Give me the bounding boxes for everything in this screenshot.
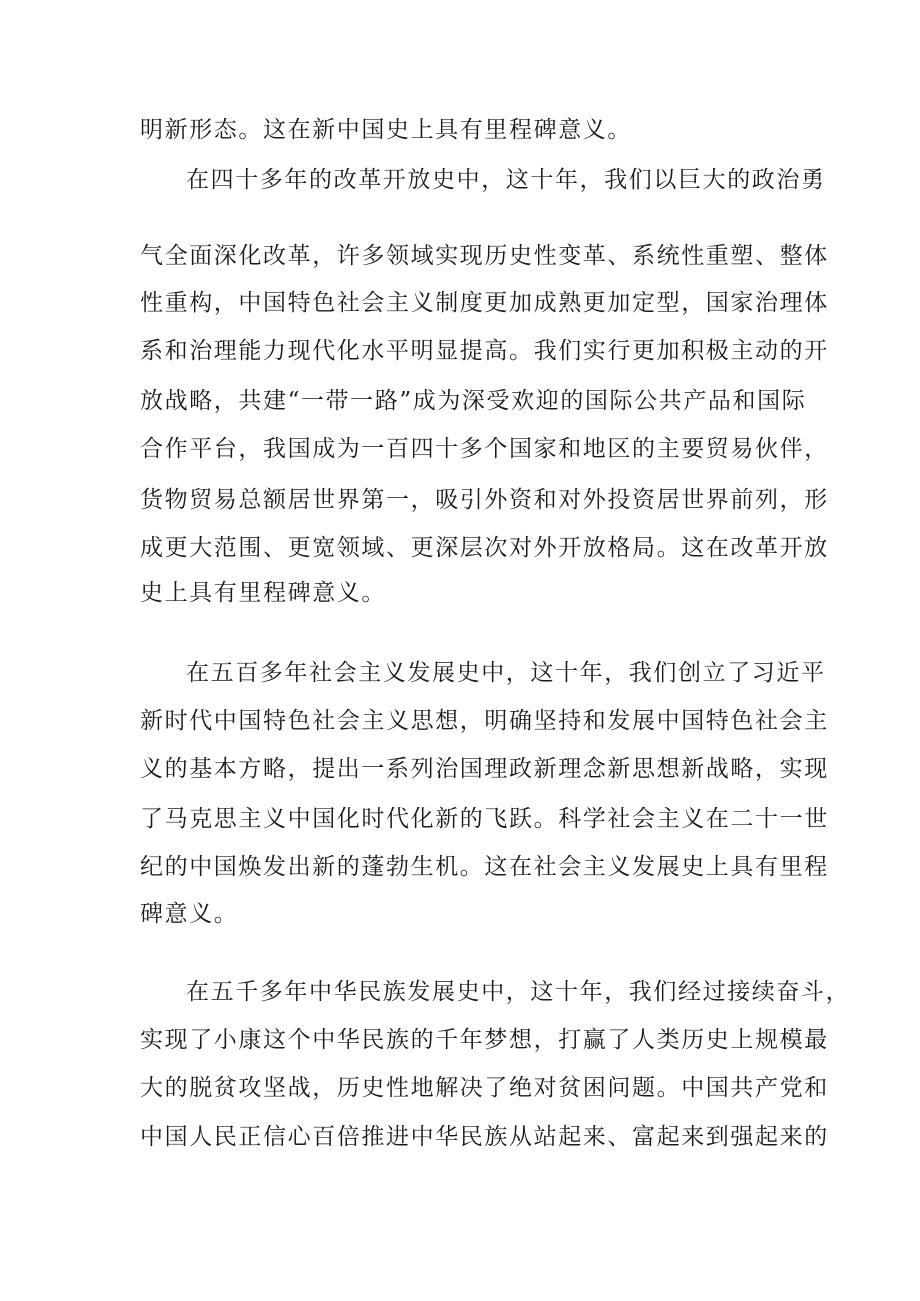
paragraph-line: 了马克思主义中国化时代化新的飞跃。科学社会主义在二十一世: [140, 806, 829, 832]
paragraph-line: 性重构，中国特色社会主义制度更加成熟更加定型，国家治理体: [140, 290, 829, 316]
paragraph-line: 实现了小康这个中华民族的千年梦想，打赢了人类历史上规模最: [140, 1027, 829, 1053]
paragraph-line: 碑意义。: [140, 901, 239, 927]
paragraph-line: 在五千多年中华民族发展史中，这十年，我们经过接续奋斗，: [186, 979, 851, 1005]
paragraph-line: 新时代中国特色社会主义思想，明确坚持和发展中国特色社会主: [140, 708, 829, 734]
paragraph-line: 货物贸易总额居世界第一，吸引外资和对外投资居世界前列，形: [140, 487, 829, 513]
paragraph-line: 气全面深化改革，许多领域实现历史性变革、系统性重塑、整体: [140, 243, 829, 269]
paragraph-line: 中国人民正信心百倍推进中华民族从站起来、富起来到强起来的: [140, 1124, 829, 1150]
paragraph-line: 义的基本方略，提出一系列治国理政新理念新思想新战略，实现: [140, 756, 829, 782]
paragraph-line: 放战略，共建“一带一路”成为深受欢迎的国际公共产品和国际: [140, 388, 807, 414]
paragraph-line: 明新形态。这在新中国史上具有里程碑意义。: [140, 117, 632, 143]
paragraph-line: 系和治理能力现代化水平明显提高。我们实行更加积极主动的开: [140, 338, 829, 364]
paragraph-line: 成更大范围、更宽领域、更深层次对外开放格局。这在改革开放: [140, 535, 829, 561]
paragraph-line: 在五百多年社会主义发展史中，这十年，我们创立了习近平: [186, 660, 826, 686]
paragraph-line: 合作平台，我国成为一百四十多个国家和地区的主要贸易伙伴，: [140, 436, 829, 462]
paragraph-line: 在四十多年的改革开放史中，这十年，我们以巨大的政治勇: [186, 167, 826, 193]
paragraph-line: 大的脱贫攻坚战，历史性地解决了绝对贫困问题。中国共产党和: [140, 1075, 829, 1101]
paragraph-line: 纪的中国焕发出新的蓬勃生机。这在社会主义发展史上具有里程: [140, 854, 829, 880]
paragraph-line: 史上具有里程碑意义。: [140, 580, 386, 606]
